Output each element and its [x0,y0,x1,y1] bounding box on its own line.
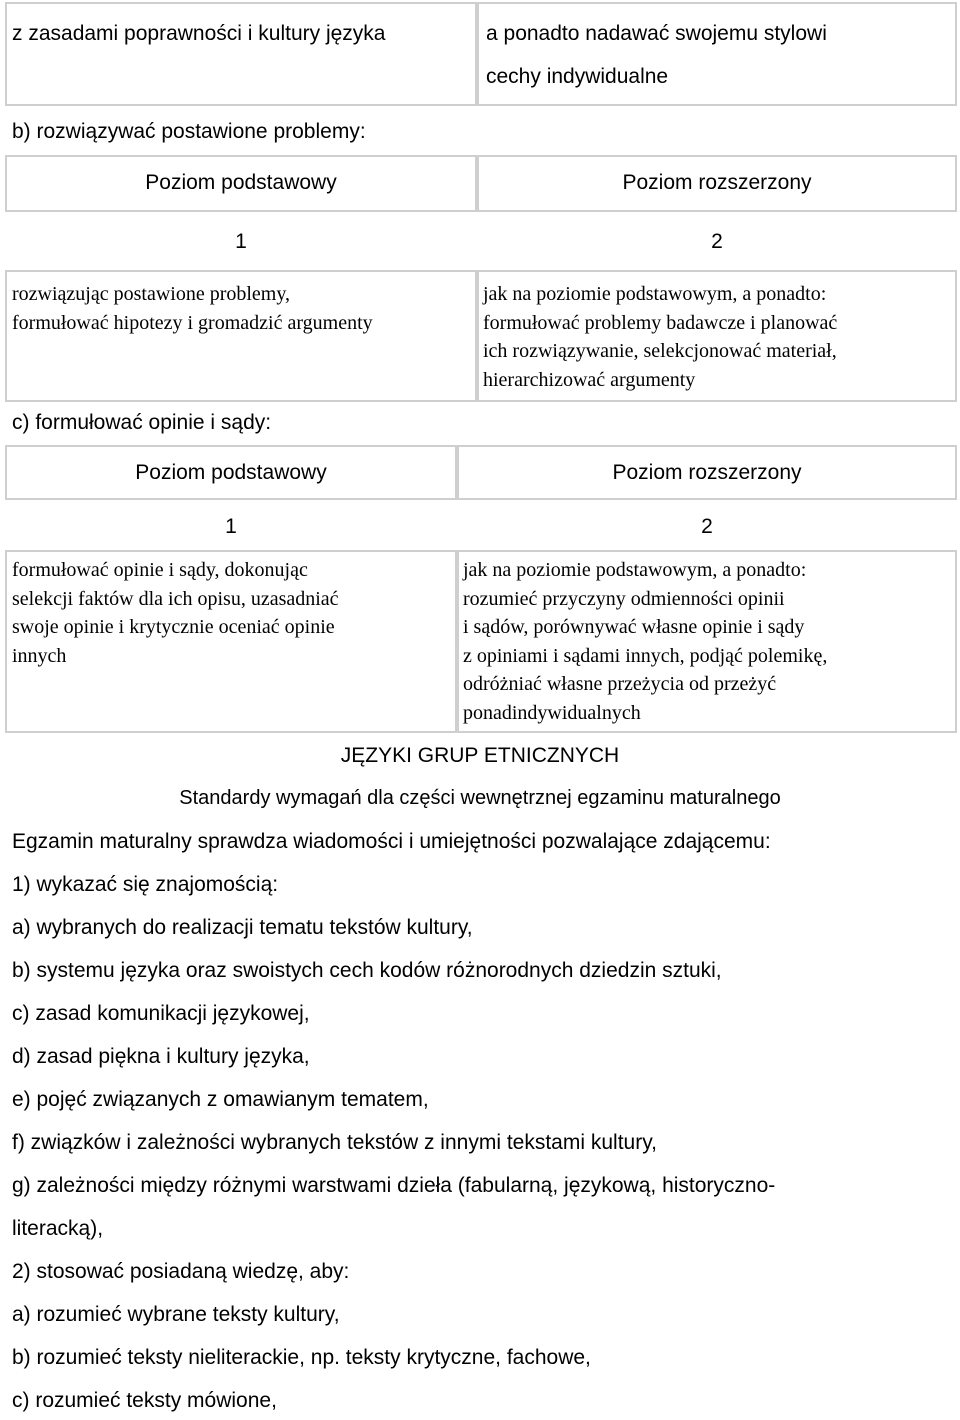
section-c-col2-line: z opiniami i sądami innych, podjąć polemikę, [463,644,828,667]
section-b-col1-header: Poziom podstawowy [145,171,337,194]
section-b-col2-line: formułować problemy badawcze i planować [483,311,838,334]
section-b-col1-text [12,280,373,337]
body-line: 2) stosować posiadaną wiedzę, aby: [12,1260,350,1283]
section-b-col1-line: rozwiązując postawione problemy, [12,283,291,305]
body-line: b) rozumieć teksty nieliterackie, np. teksty krytyczne, fachowe, [12,1346,591,1369]
top-row-right-cell [477,2,957,106]
section-b-col2-line: hierarchizować argumenty [483,368,696,391]
body-line: a) rozumieć wybrane teksty kultury, [12,1303,340,1326]
section-subheading: Standardy wymagań dla części wewnętrznej egzaminu maturalnego [179,787,781,809]
top-row-right-text-2: cechy indywidualne [486,65,669,88]
section-c-col2-number: 2 [701,515,713,538]
section-b-col2-number: 2 [711,230,723,253]
section-c-col2-line: jak na poziomie podstawowym, a ponadto: [463,559,807,581]
section-c-col2-line: odróżniać własne przeżycia od przeżyć [463,673,777,695]
body-line: literacką), [12,1217,104,1240]
section-b-col2-text [483,280,837,394]
body-line: Egzamin maturalny sprawdza wiadomości i umiejętności pozwalające zdającemu: [12,830,771,853]
section-b-col2-line: jak na poziomie podstawowym, a ponadto: [483,283,827,305]
section-c-col1-line: swoje opinie i krytycznie oceniać opinie [12,616,335,638]
section-c-heading: c) formułować opinie i sądy: [12,411,272,434]
section-c-col1-line: formułować opinie i sądy, dokonując [12,559,308,581]
section-b-col2-line: ich rozwiązywanie, selekcjonować materiał, [483,340,837,362]
body-line: a) wybranych do realizacji tematu tekstów kultury, [12,916,473,939]
section-c-col1-text [12,556,339,670]
section-c-col2-header: Poziom rozszerzony [612,461,802,484]
body-line: d) zasad piękna i kultury języka, [12,1045,310,1068]
body-line: e) pojęć związanych z omawianym tematem, [12,1088,429,1111]
section-c-col1-number: 1 [225,515,237,538]
top-row-left-cell [5,2,477,106]
section-b-heading: b) rozwiązywać postawione problemy: [12,120,366,143]
top-row-right-text-1: a ponadto nadawać swojemu stylowi [486,22,827,45]
section-c-col2-line: rozumieć przyczyny odmienności opinii [463,587,785,610]
section-c-col2-line: ponadindywidualnych [463,701,641,724]
section-c-col1-line: innych [12,644,67,667]
section-c-col2-text [463,556,827,727]
section-b-col1-line: formułować hipotezy i gromadzić argumenty [12,311,373,334]
body-line: b) systemu języka oraz swoistych cech kodów różnorodnych dziedzin sztuki, [12,959,722,982]
section-b-col2-header: Poziom rozszerzony [622,171,812,194]
top-row-left-text: z zasadami poprawności i kultury języka [12,22,386,45]
section-c-col1-header: Poziom podstawowy [135,461,327,484]
body-line: 1) wykazać się znajomością: [12,873,279,896]
section-c-col1-line: selekcji faktów dla ich opisu, uzasadniać [12,587,339,610]
body-line: f) związków i zależności wybranych tekstów z innymi tekstami kultury, [12,1131,657,1154]
section-c-col2-line: i sądów, porównywać własne opinie i sądy [463,616,805,638]
section-heading: JĘZYKI GRUP ETNICZNYCH [340,744,620,767]
body-line: g) zależności między różnymi warstwami dzieła (fabularną, językową, historyczno- [12,1174,776,1197]
section-b-col1-number: 1 [235,230,247,253]
body-line: c) zasad komunikacji językowej, [12,1002,310,1025]
body-line: c) rozumieć teksty mówione, [12,1389,277,1412]
